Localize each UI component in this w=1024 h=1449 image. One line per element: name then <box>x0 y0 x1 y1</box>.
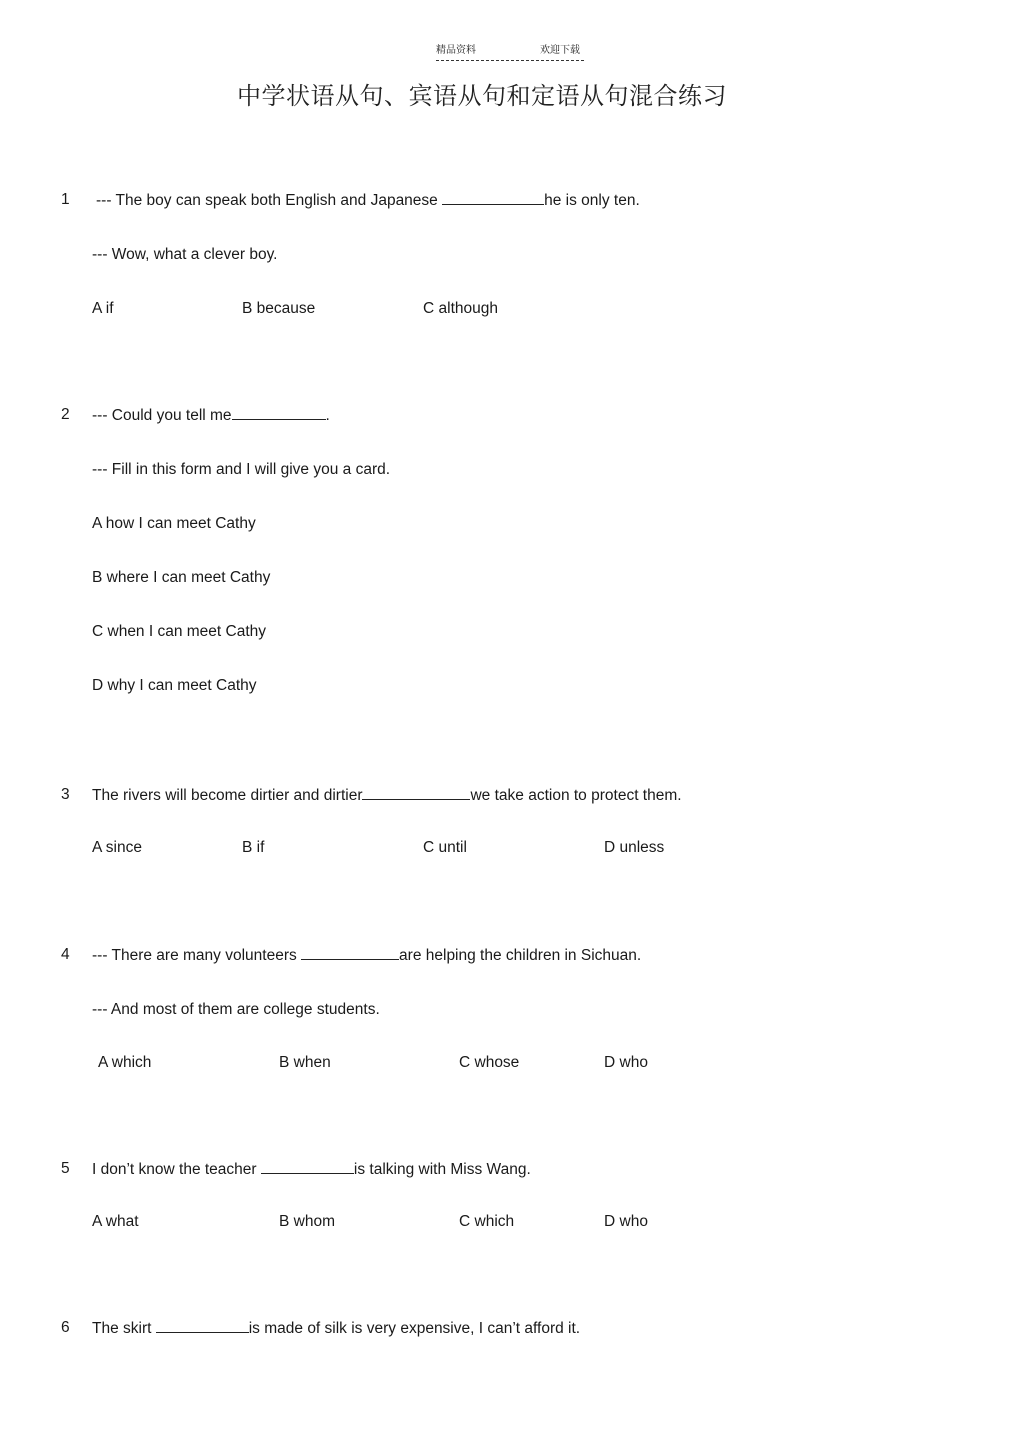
option-a[interactable]: A if <box>92 300 114 317</box>
option-b[interactable]: B whom <box>279 1213 335 1230</box>
dialogue-reply: --- Fill in this form and I will give you a card. <box>92 461 391 478</box>
header-left-text: 精品资料 <box>436 45 476 56</box>
header-right-text: 欢迎下载 <box>540 45 580 56</box>
option-a[interactable]: A what <box>92 1213 139 1230</box>
question-number: 2 <box>61 406 70 423</box>
stem-text-before: The rivers will become dirtier and dirtier <box>92 787 363 804</box>
option-b[interactable]: B when <box>279 1054 331 1071</box>
stem-text-before: The skirt <box>92 1320 156 1337</box>
stem-text-after: he is only ten. <box>544 192 640 209</box>
dialogue-reply: --- Wow, what a clever boy. <box>92 246 278 263</box>
stem-text-before: --- There are many volunteers <box>92 947 302 964</box>
option-c[interactable]: C until <box>423 839 467 856</box>
answer-blank[interactable] <box>232 405 326 420</box>
question-stem <box>92 405 330 426</box>
stem-text-before: I don’t know the teacher <box>92 1161 261 1178</box>
stem-text-before: --- The boy can speak both English and Japanese <box>96 192 443 209</box>
question-number: 6 <box>61 1319 70 1336</box>
option-a[interactable]: A which <box>98 1054 152 1071</box>
question-stem <box>92 1318 580 1339</box>
option-d[interactable]: D why I can meet Cathy <box>92 677 257 694</box>
page-title: 中学状语从句、宾语从句和定语从句混合练习 <box>237 82 727 110</box>
option-c[interactable]: C although <box>423 300 498 317</box>
stem-text-before: --- Could you tell me <box>92 407 232 424</box>
answer-blank[interactable] <box>301 945 399 960</box>
option-a[interactable]: A how I can meet Cathy <box>92 515 256 532</box>
question-stem <box>96 190 640 211</box>
question-number: 4 <box>61 946 70 963</box>
stem-text-after: is talking with Miss Wang. <box>353 1161 531 1178</box>
question-number: 5 <box>61 1160 70 1177</box>
answer-blank[interactable] <box>362 785 470 800</box>
option-c[interactable]: C when I can meet Cathy <box>92 623 267 640</box>
option-b[interactable]: B if <box>242 839 265 856</box>
option-c[interactable]: C whose <box>459 1054 520 1071</box>
answer-blank[interactable] <box>156 1318 249 1333</box>
option-d[interactable]: D who <box>604 1213 648 1230</box>
question-stem <box>92 1159 531 1180</box>
dialogue-reply: --- And most of them are college students. <box>92 1001 380 1018</box>
answer-blank[interactable] <box>261 1159 354 1174</box>
option-b[interactable]: B because <box>242 300 316 317</box>
question-number: 3 <box>61 786 70 803</box>
option-c[interactable]: C which <box>459 1213 515 1230</box>
stem-text-after: are helping the children in Sichuan. <box>399 947 642 964</box>
page-header <box>436 44 584 61</box>
question-number: 1 <box>61 191 70 208</box>
stem-text-after: is made of silk is very expensive, I can’t afford it. <box>248 1320 581 1337</box>
question-stem <box>92 945 641 966</box>
answer-blank[interactable] <box>442 190 544 205</box>
option-a[interactable]: A since <box>92 839 142 856</box>
option-d[interactable]: D who <box>604 1054 648 1071</box>
option-b[interactable]: B where I can meet Cathy <box>92 569 271 586</box>
question-stem <box>92 785 682 806</box>
stem-text-after: we take action to protect them. <box>470 787 682 804</box>
stem-text-after: . <box>325 407 330 424</box>
option-d[interactable]: D unless <box>604 839 665 856</box>
